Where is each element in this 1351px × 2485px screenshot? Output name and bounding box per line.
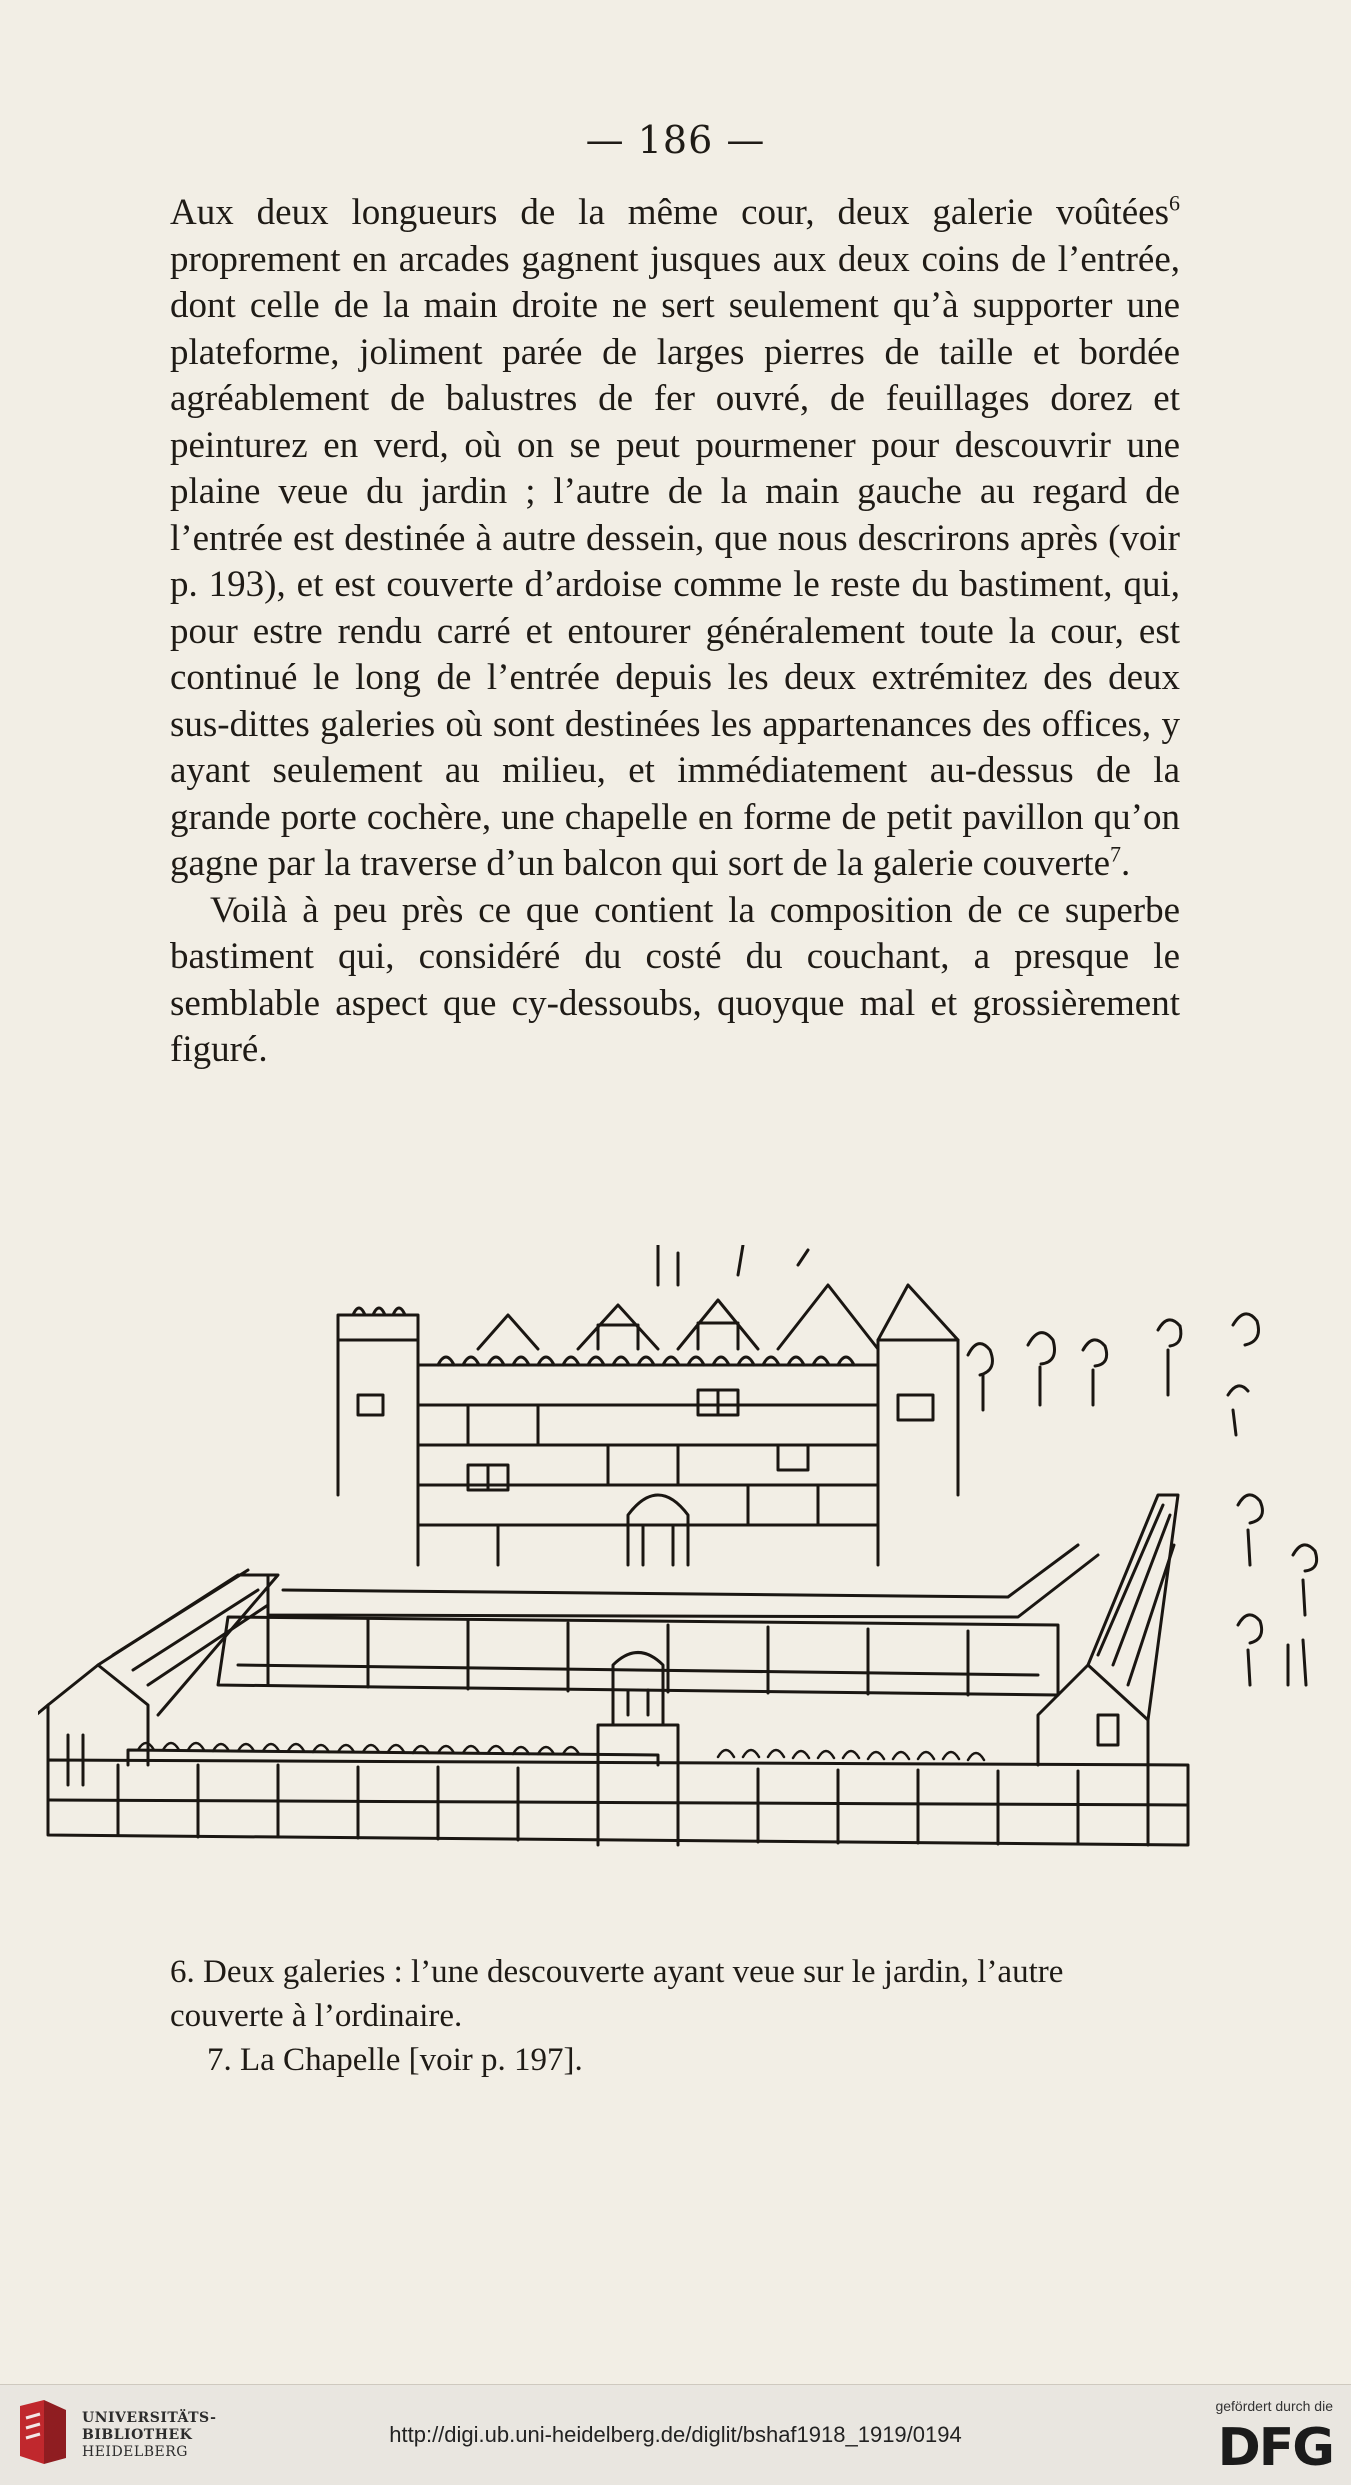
paragraph-1-text-c: . (1121, 843, 1131, 884)
chateau-drawing (38, 1245, 1338, 1895)
library-name-line2: BIBLIOTHEK (82, 2427, 193, 2443)
footnote-ref-7[interactable]: 7 (1110, 841, 1121, 867)
footnote-6: 6. Deux galeries : l’une descouverte ayant veue sur le jardin, l’autre couverte à l’ordinaire. (170, 1954, 1064, 2034)
paragraph-2: Voilà à peu près ce que contient la composition de ce superbe bastiment qui, considéré du costé du couchant, a presque le semblable aspect que cy-dessoubs, quoyque mal et grossièrement figuré. (170, 889, 1180, 1070)
permalink-url[interactable]: http://digi.ub.uni-heidelberg.de/diglit/bshaf1918_1919/0194 (389, 2422, 962, 2447)
page-number: — 186 — (585, 118, 766, 162)
library-name-line3: HEIDELBERG (82, 2444, 188, 2460)
paragraph-1-text-b: proprement en arcades gagnent jusques aux deux coins de l’entrée, dont celle de la main droite ne sert seulement qu’à supporter une plateforme, joliment parée de larges pierres de taille et bordée agréablement de balustres de fer ouvré, de feuillages dorez et peinturez en verd, où on se peut pourmener pour descouvrir une plaine veue du jardin ; l’autre de la main gauche au regard de l’entrée est destinée à autre dessein, que nous descrirons après (voir p. 193), et est couverte d’ardoise comme le reste du bastiment, qui, pour estre rendu carré et entourer généralement toute la cour, est continué le long de l’entrée depuis les deux extrémitez des deux sus-dittes galeries où sont destinées les appartenances des offices, y ayant seulement au milieu, et immédiatement au-dessus de la grande porte cochère, une chapelle en forme de petit pavillon qu’on gagne par la traverse d’un balcon qui sort de la galerie couverte (170, 238, 1180, 884)
paragraph-1 (170, 190, 1180, 888)
footnote-ref-6[interactable]: 6 (1169, 190, 1180, 216)
paragraph-1-text-a: Aux deux longueurs de la même cour, deux galerie voûtées (170, 192, 1169, 233)
library-name-line1: UNIVERSITÄTS- (82, 2410, 217, 2426)
dfg-logo[interactable]: DFG (1217, 2418, 1333, 2478)
funding-label: gefördert durch die (1215, 2398, 1333, 2414)
footnotes (170, 1950, 1180, 2082)
footnote-7: 7. La Chapelle [voir p. 197]. (207, 2042, 583, 2078)
body-text (170, 190, 1180, 1074)
